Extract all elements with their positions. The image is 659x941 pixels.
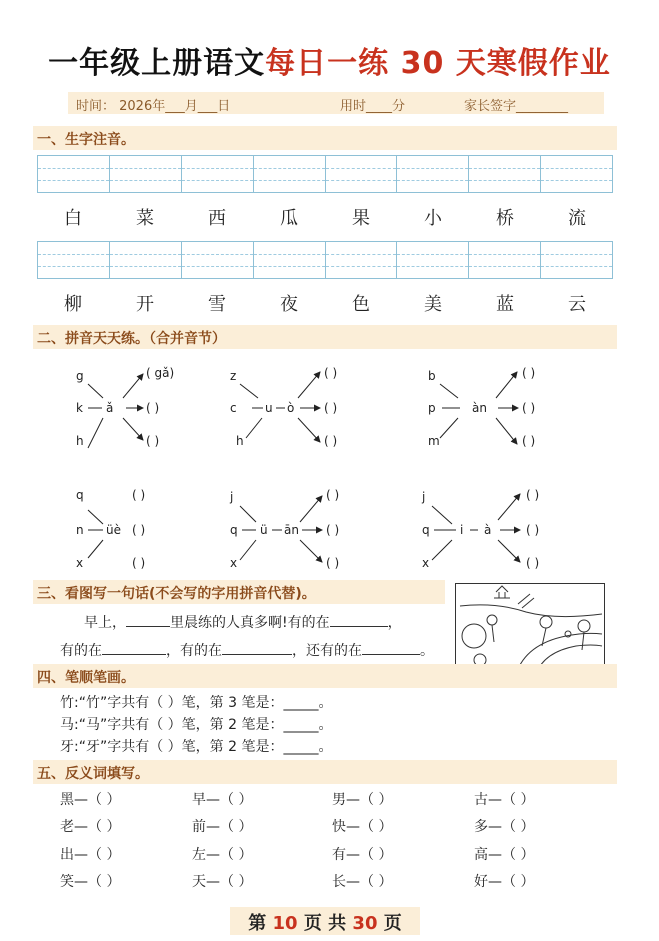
- arrow-line: [440, 384, 458, 398]
- arrow: [300, 540, 322, 562]
- final: ǎ: [106, 401, 114, 415]
- antonym-item[interactable]: 好—（ ）: [474, 874, 535, 890]
- final: à: [484, 523, 492, 537]
- antonym-item[interactable]: 天—（ ）: [192, 874, 253, 890]
- antonym-item[interactable]: 古—（ ）: [474, 792, 535, 808]
- arrow-line: [432, 506, 452, 524]
- char-row-2: [37, 290, 613, 316]
- answer-slot[interactable]: ( ): [132, 523, 146, 537]
- page-number: [230, 907, 420, 935]
- initial: c: [230, 401, 237, 415]
- char: 云: [568, 294, 586, 315]
- arrow: [498, 494, 520, 520]
- antonym-item[interactable]: 多—（ ）: [474, 819, 535, 835]
- section-2-heading: 二、拼音天天练。（合并音节）: [33, 325, 617, 349]
- arrow-line: [240, 384, 258, 398]
- antonym-item[interactable]: 老—（ ）: [60, 819, 121, 835]
- title-part1: 一年级上册语文: [48, 46, 266, 81]
- person-icon: [487, 615, 497, 625]
- arrow-line: [246, 418, 262, 438]
- answer-slot[interactable]: ( ): [146, 401, 160, 415]
- final: ān: [284, 523, 299, 537]
- sentence-text: ，还有的在: [292, 643, 362, 659]
- arrow: [496, 372, 517, 398]
- person-icon: [578, 620, 590, 632]
- char: 果: [352, 208, 370, 229]
- initial: n: [76, 523, 84, 537]
- char: 开: [136, 294, 154, 315]
- parent-signature-field[interactable]: 家长签字________: [464, 99, 569, 114]
- antonym-item[interactable]: 男—（ ）: [332, 792, 393, 808]
- section-5-heading: 五、反义词填写。: [33, 760, 617, 784]
- initial: h: [76, 434, 84, 448]
- arrow-line: [88, 418, 103, 448]
- sentence-text: 。: [420, 643, 434, 659]
- stroke-question[interactable]: 马:“马”字共有（ ）笔，第 2 笔是：_____。: [60, 717, 333, 733]
- char: 雪: [208, 294, 226, 315]
- char: 柳: [64, 294, 82, 315]
- char: 西: [208, 208, 226, 229]
- sentence-line-2: [60, 640, 434, 660]
- blank-1[interactable]: [126, 613, 170, 627]
- answer-slot[interactable]: ( ): [132, 488, 146, 502]
- sentence-text: 早上，: [84, 615, 126, 631]
- answer-slot[interactable]: ( ): [146, 434, 160, 448]
- arrow: [298, 372, 320, 398]
- answer-slot[interactable]: ( ): [326, 488, 340, 502]
- blank-5[interactable]: [362, 641, 420, 655]
- antonym-item[interactable]: 有—（ ）: [332, 847, 393, 863]
- answer-slot[interactable]: ( ): [526, 556, 540, 570]
- initial: j: [230, 490, 234, 504]
- initial: q: [422, 523, 430, 537]
- initial: z: [230, 369, 237, 383]
- char: 白: [64, 208, 82, 229]
- char: 蓝: [496, 294, 514, 315]
- date-field[interactable]: 时间： 2026年___月___日: [76, 99, 231, 114]
- arrow-line: [88, 384, 103, 398]
- answer-slot[interactable]: ( ): [324, 434, 338, 448]
- answer-slot[interactable]: ( ): [326, 556, 340, 570]
- duration-field[interactable]: 用时____分: [340, 99, 406, 114]
- answer-slot[interactable]: ( gǎ): [146, 366, 175, 380]
- char: 夜: [280, 294, 298, 315]
- arrow-line: [88, 510, 103, 524]
- char: 瓜: [280, 208, 298, 229]
- initial: h: [236, 434, 244, 448]
- total-pages: 30: [352, 913, 378, 934]
- antonym-item[interactable]: 前—（ ）: [192, 819, 253, 835]
- antonym-item[interactable]: 左—（ ）: [192, 847, 253, 863]
- initial: q: [76, 488, 84, 502]
- final: àn: [472, 401, 487, 415]
- blank-4[interactable]: [222, 641, 292, 655]
- arrow: [300, 496, 322, 522]
- pinyin-grid-row-1[interactable]: [37, 155, 613, 193]
- char: 色: [352, 294, 370, 315]
- initial: g: [76, 369, 84, 383]
- char-row-1: [37, 204, 613, 230]
- answer-slot[interactable]: ( ): [324, 366, 338, 380]
- answer-slot[interactable]: ( ): [522, 401, 536, 415]
- antonym-item[interactable]: 笑—（ ）: [60, 874, 121, 890]
- park-illustration: [456, 584, 604, 674]
- answer-slot[interactable]: ( ): [326, 523, 340, 537]
- answer-slot[interactable]: ( ): [324, 401, 338, 415]
- footer-text: 页: [383, 913, 402, 934]
- medial: u: [265, 401, 273, 415]
- medial: ü: [260, 523, 268, 537]
- char: 桥: [496, 208, 514, 229]
- section-4-heading: 四、笔顺笔画。: [33, 664, 617, 688]
- answer-slot[interactable]: ( ): [526, 488, 540, 502]
- char: 菜: [136, 208, 154, 229]
- arrow-line: [440, 418, 458, 438]
- arrow: [123, 374, 143, 398]
- answer-slot[interactable]: ( ): [522, 366, 536, 380]
- answer-slot[interactable]: ( ): [132, 556, 146, 570]
- initial: j: [422, 490, 426, 504]
- current-page: 10: [272, 913, 298, 934]
- final: ò: [287, 401, 295, 415]
- antonym-item[interactable]: 出—（ ）: [60, 847, 121, 863]
- initial: x: [230, 556, 238, 570]
- antonym-item[interactable]: 长—（ ）: [332, 874, 393, 890]
- initial: q: [230, 523, 238, 537]
- title-part2: 每日一练 30 天寒假作业: [265, 46, 611, 81]
- pinyin-grid-row-2[interactable]: [37, 241, 613, 279]
- arrow: [298, 418, 320, 442]
- arrow: [496, 418, 517, 444]
- char: 美: [424, 294, 442, 315]
- stick-line: [518, 594, 534, 608]
- page-title: [0, 38, 659, 82]
- hill-line: [460, 605, 602, 617]
- antonym-item[interactable]: 快—（ ）: [332, 819, 393, 835]
- initial: x: [76, 556, 84, 570]
- char: 流: [568, 208, 586, 229]
- section-1-heading: 一、生字注音。: [33, 126, 617, 150]
- initial: p: [428, 401, 436, 415]
- blank-2[interactable]: [330, 613, 388, 627]
- initial: k: [76, 401, 83, 415]
- person-icon: [540, 616, 552, 628]
- arrow: [498, 540, 520, 562]
- tree-icon: [462, 624, 486, 648]
- arrow-line: [240, 506, 256, 522]
- answer-slot[interactable]: ( ): [522, 434, 536, 448]
- arrow-line: [88, 540, 103, 558]
- final: üè: [106, 523, 121, 537]
- section-3-heading: 三、看图写一句话(不会写的字用拼音代替)。: [33, 580, 445, 604]
- antonym-item[interactable]: 早—（ ）: [192, 792, 253, 808]
- arrow-line: [432, 540, 452, 560]
- sentence-text: ，有的在: [166, 643, 222, 659]
- sentence-text: 有的在: [60, 643, 102, 659]
- info-bar: [68, 92, 604, 114]
- char: 小: [424, 208, 442, 229]
- initial: x: [422, 556, 430, 570]
- pavilion-icon: [494, 586, 510, 598]
- arrow-line: [240, 540, 256, 560]
- footer-text: 第: [248, 913, 267, 934]
- initial: m: [428, 434, 440, 448]
- sentence-text: 里晨练的人真多啊!有的在: [170, 615, 330, 631]
- sentence-text: ，: [387, 615, 402, 631]
- footer-text: 页 共: [303, 913, 347, 934]
- initial: b: [428, 369, 436, 383]
- medial: i: [460, 523, 464, 537]
- stroke-question[interactable]: 竹:“竹”字共有（ ）笔，第 3 笔是：_____。: [60, 695, 333, 711]
- antonym-item[interactable]: 高—（ ）: [474, 847, 535, 863]
- sentence-line-1: [84, 612, 402, 632]
- antonym-item[interactable]: 黑—（ ）: [60, 792, 121, 808]
- blank-3[interactable]: [102, 641, 166, 655]
- park-exercise-picture: [455, 583, 605, 675]
- arrow: [123, 418, 143, 440]
- stroke-question[interactable]: 牙:“牙”字共有（ ）笔，第 2 笔是：_____。: [60, 739, 333, 755]
- answer-slot[interactable]: ( ): [526, 523, 540, 537]
